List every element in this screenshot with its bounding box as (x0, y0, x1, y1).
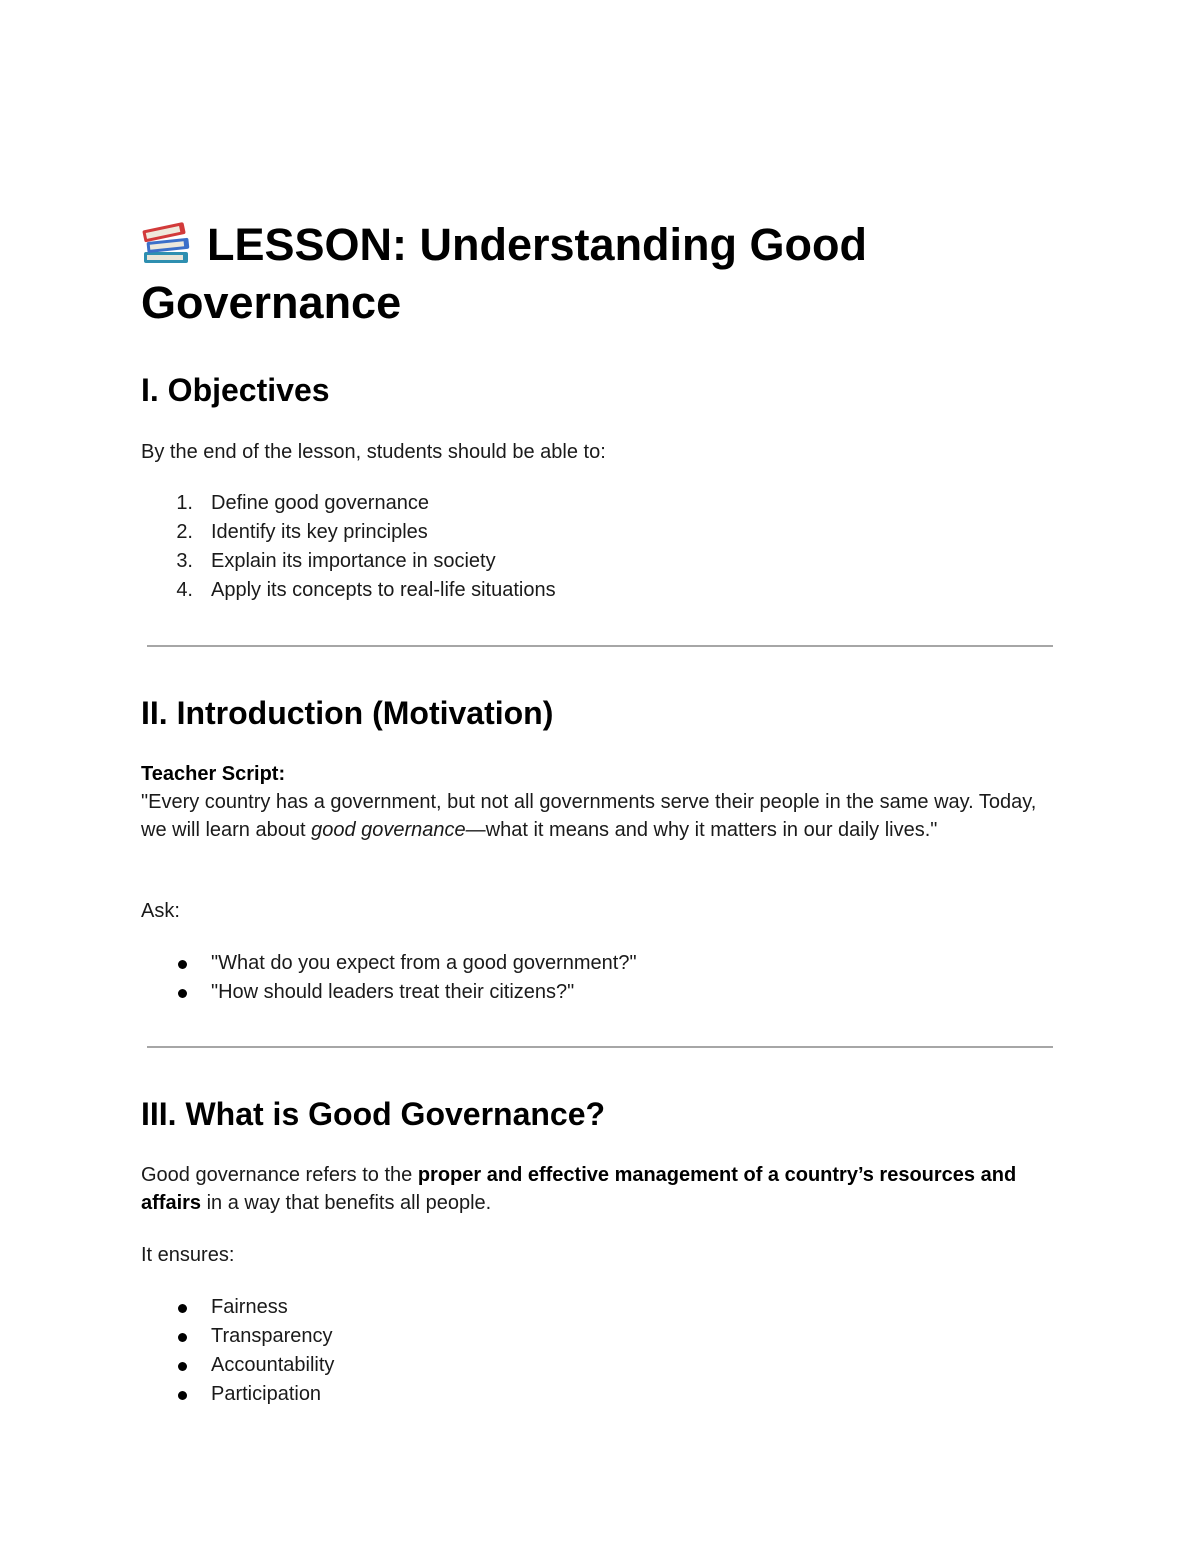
definition-paragraph (141, 1161, 1051, 1217)
bullet-icon (178, 1333, 187, 1342)
list-item-text: Transparency (211, 1325, 333, 1347)
list-item-text: Fairness (211, 1296, 288, 1318)
list-item-text: Identify its key principles (211, 521, 428, 543)
bullet-icon (178, 1362, 187, 1371)
list-number: 1. (176, 492, 193, 514)
lesson-title (141, 216, 1061, 332)
section-divider (147, 645, 1053, 647)
list-item (141, 1293, 334, 1322)
section-divider (147, 1046, 1053, 1048)
teacher-script-text: "Every country has a government, but not all governments serve their people in the same way. Today, we will learn about (141, 791, 1037, 841)
list-item-text: Accountability (211, 1354, 335, 1376)
list-item (141, 978, 637, 1007)
list-number: 2. (176, 521, 193, 543)
teacher-script-label: Teacher Script: (141, 763, 286, 785)
objectives-list (141, 489, 556, 605)
list-item-text: Participation (211, 1383, 322, 1405)
books-icon (141, 218, 193, 266)
list-item (141, 1380, 334, 1409)
bullet-icon (178, 1391, 187, 1400)
ensures-list (141, 1293, 334, 1409)
list-item (141, 576, 556, 605)
list-item-text: Explain its importance in society (211, 550, 496, 572)
ask-label: Ask: (141, 900, 180, 922)
list-item-text: Define good governance (211, 492, 429, 514)
questions-list (141, 949, 637, 1007)
section-heading-what-is: III. What is Good Governance? (141, 1096, 606, 1132)
section-heading-objectives: I. Objectives (141, 372, 330, 408)
list-item (141, 518, 556, 547)
bullet-icon (178, 1304, 187, 1313)
bullet-icon (178, 960, 187, 969)
objectives-intro: By the end of the lesson, students should be able to: (141, 441, 606, 463)
title-text: LESSON: Understanding Good Governance (141, 219, 867, 328)
list-item-text: Apply its concepts to real-life situations (211, 579, 556, 601)
definition-text-end: in a way that benefits all people. (201, 1192, 492, 1214)
bullet-icon (178, 989, 187, 998)
section-heading-introduction: II. Introduction (Motivation) (141, 695, 554, 731)
ensures-label: It ensures: (141, 1244, 235, 1266)
list-item (141, 489, 556, 518)
teacher-script-text-end: —what it means and why it matters in our daily lives." (465, 819, 938, 841)
definition-text: Good governance refers to the (141, 1164, 418, 1186)
definition-bold: proper and effective management of a country’s resources and affairs (141, 1164, 1017, 1214)
list-number: 4. (176, 579, 193, 601)
teacher-script-emphasis: good governance (311, 819, 466, 841)
list-item-text: "How should leaders treat their citizens?" (211, 981, 575, 1003)
list-number: 3. (176, 550, 193, 572)
teacher-script (141, 760, 1061, 844)
list-item (141, 949, 637, 978)
list-item (141, 547, 556, 576)
list-item (141, 1351, 334, 1380)
list-item-text: "What do you expect from a good government?" (211, 952, 637, 974)
list-item (141, 1322, 334, 1351)
